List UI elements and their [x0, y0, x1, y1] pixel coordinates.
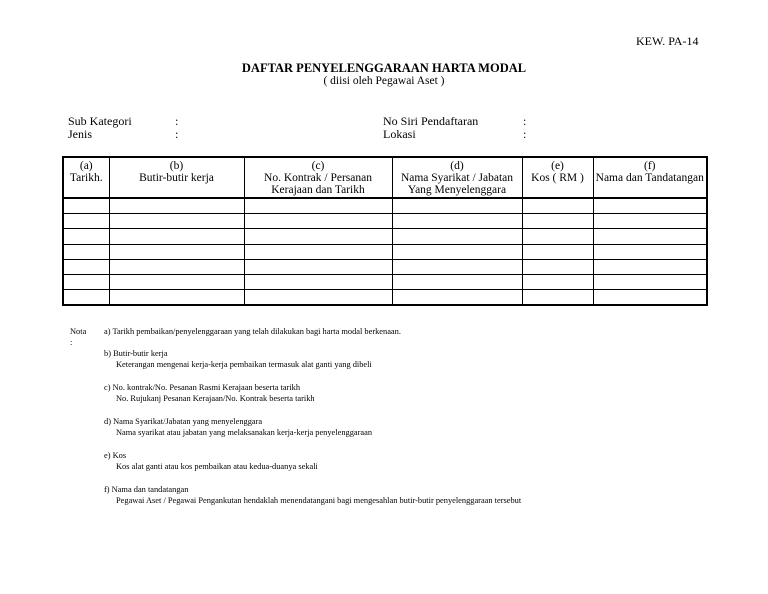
table-cell[interactable]: [244, 290, 392, 306]
table-cell[interactable]: [522, 198, 593, 214]
table-cell[interactable]: [593, 244, 707, 259]
table-row: [63, 229, 707, 244]
table-cell[interactable]: [593, 214, 707, 229]
table-cell[interactable]: [522, 290, 593, 306]
table-cell[interactable]: [593, 198, 707, 214]
table-cell[interactable]: [522, 274, 593, 289]
table-cell[interactable]: [109, 214, 244, 229]
note-a: a) Tarikh pembaikan/penyelenggaraan yang telah dilakukan bagi harta modal berkenaan.: [104, 327, 401, 336]
note-c: c) No. kontrak/No. Pesanan Rasmi Kerajaan beserta tarikh No. Rujukanj Pesanan Kerajaan/No. Kontrak beserta tarikh: [104, 383, 315, 403]
nota-label: Nota :: [70, 327, 87, 347]
table-cell[interactable]: [392, 290, 522, 306]
maintenance-table: [62, 156, 708, 306]
table-cell[interactable]: [109, 198, 244, 214]
table-row: [63, 244, 707, 259]
table-cell[interactable]: [593, 229, 707, 244]
table-cell[interactable]: [522, 214, 593, 229]
table-cell[interactable]: [109, 259, 244, 274]
form-code: KEW. PA-14: [636, 34, 699, 48]
table-cell[interactable]: [593, 290, 707, 306]
table-cell[interactable]: [244, 198, 392, 214]
jenis-label: Jenis: [68, 127, 92, 141]
table-cell[interactable]: [593, 259, 707, 274]
header-nama-tandatangan: (f) Nama dan Tandatangan: [593, 157, 707, 198]
lokasi-label: Lokasi: [383, 127, 416, 141]
table-cell[interactable]: [244, 244, 392, 259]
table-cell[interactable]: [244, 274, 392, 289]
table-row: [63, 274, 707, 289]
table-cell[interactable]: [244, 214, 392, 229]
note-d: d) Nama Syarikat/Jabatan yang menyelenggara Nama syarikat atau jabatan yang melaksanakan kerja-kerja penyelenggaraan: [104, 417, 373, 437]
table-cell[interactable]: [522, 259, 593, 274]
table-cell[interactable]: [392, 214, 522, 229]
header-tarikh: (a) Tarikh.: [63, 157, 109, 198]
sub-kategori-colon: :: [175, 114, 179, 128]
table-cell[interactable]: [522, 229, 593, 244]
lokasi-colon: :: [523, 127, 527, 141]
table-cell[interactable]: [109, 290, 244, 306]
note-f: f) Nama dan tandatangan Pegawai Aset / Pegawai Pengankutan hendaklah menendatangani bagi mengesahlan butir-butir penyelenggaraan tersebut: [104, 485, 522, 505]
table-row: [63, 198, 707, 214]
table-cell[interactable]: [392, 198, 522, 214]
table-cell[interactable]: [63, 274, 109, 289]
table-cell[interactable]: [63, 198, 109, 214]
table-row: [63, 259, 707, 274]
jenis-colon: :: [175, 127, 179, 141]
table-row: [63, 290, 707, 306]
table-cell[interactable]: [593, 274, 707, 289]
note-b: b) Butir-butir kerja Keterangan mengenai kerja-kerja pembaikan termasuk alat ganti yang dibeli: [104, 349, 372, 369]
table-cell[interactable]: [109, 274, 244, 289]
table-cell[interactable]: [63, 290, 109, 306]
table-row: [63, 214, 707, 229]
table-cell[interactable]: [244, 259, 392, 274]
table-cell[interactable]: [63, 229, 109, 244]
header-kos: (e) Kos ( RM ): [522, 157, 593, 198]
form-subtitle: ( diisi oleh Pegawai Aset ): [323, 75, 445, 87]
table-cell[interactable]: [244, 229, 392, 244]
header-no-kontrak: (c) No. Kontrak / Persanan Kerajaan dan Tarikh: [244, 157, 392, 198]
no-siri-label: No Siri Pendaftaran: [383, 114, 479, 128]
note-e: e) Kos Kos alat ganti atau kos pembaikan atau kedua-duanya sekali: [104, 451, 318, 471]
table-cell[interactable]: [392, 274, 522, 289]
sub-kategori-label: Sub Kategori: [68, 114, 132, 128]
table-cell[interactable]: [392, 244, 522, 259]
table-cell[interactable]: [109, 229, 244, 244]
table-cell[interactable]: [63, 214, 109, 229]
header-butir-kerja: (b) Butir-butir kerja: [109, 157, 244, 198]
no-siri-colon: :: [523, 114, 527, 128]
table-cell[interactable]: [392, 229, 522, 244]
table-cell[interactable]: [522, 244, 593, 259]
table-cell[interactable]: [392, 259, 522, 274]
table-cell[interactable]: [63, 259, 109, 274]
header-nama-syarikat: (d) Nama Syarikat / Jabatan Yang Menyelenggara: [392, 157, 522, 198]
table-header-row: [63, 157, 707, 198]
table-cell[interactable]: [63, 244, 109, 259]
form-title: DAFTAR PENYELENGGARAAN HARTA MODAL: [241, 61, 527, 75]
table-cell[interactable]: [109, 244, 244, 259]
